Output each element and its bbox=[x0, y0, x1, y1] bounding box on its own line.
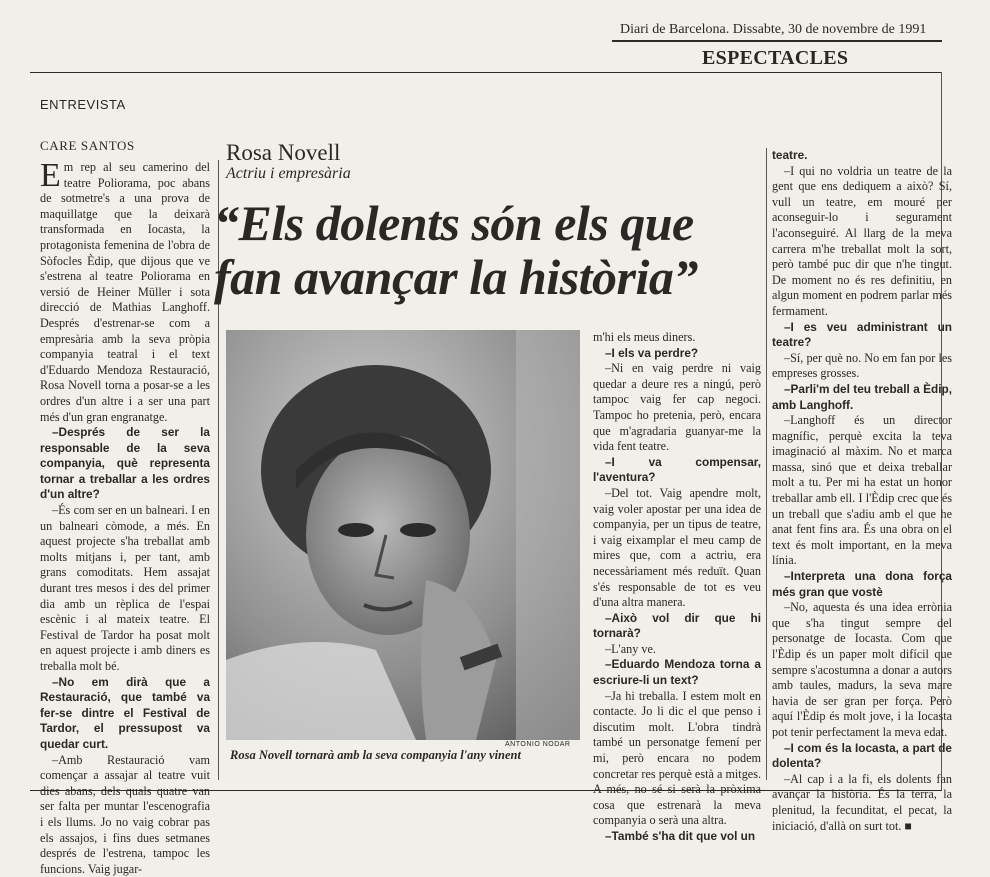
column-rule-3 bbox=[766, 148, 767, 780]
question: –També s'ha dit que vol un bbox=[605, 829, 756, 843]
answer: –I qui no voldria un teatre de la gent que ens dediquem a això? Sí, vull un teatre, em mouré per aconseguir-lo i segurament l'aconseguiré. Al llarg de la meva carrera m'he treballat molt la sort, però també puc dir que n'he tingut. De moment no és res definitiu, en algun moment en podrem parlar més fermament. bbox=[772, 163, 952, 318]
answer-continued: m'hi els meus diners. bbox=[593, 330, 696, 344]
portrait-photo bbox=[226, 330, 580, 740]
portrait-image bbox=[226, 330, 580, 740]
article-column-3 bbox=[593, 330, 761, 845]
answer: –Del tot. Vaig apendre molt, vaig voler apostar per una idea de companyia, per un tipus de teatre, i vaig eixamplar el meu camp de mires que, com a actriu, era necessàriament més reduït. Quan s'és responsable de tot es veu d'una altra manera. bbox=[593, 485, 761, 610]
question: –Eduardo Mendoza torna a escriure-li un text? bbox=[593, 657, 761, 688]
answer: –Sí, per què no. No em fan por les empreses grosses. bbox=[772, 350, 952, 381]
masthead-rule bbox=[612, 40, 942, 42]
section-title: ESPECTACLES bbox=[702, 47, 849, 69]
question: –No em dirà que a Restauració, que també va fer-se dintre el Festival de Tardor, el pressupost va quedar curt. bbox=[40, 674, 210, 751]
question: –I els va perdre? bbox=[605, 345, 699, 360]
photo-credit: ANTONIO NODAR bbox=[505, 741, 571, 748]
byline: CARE SANTOS bbox=[40, 138, 135, 153]
article-column-4 bbox=[772, 148, 952, 834]
photo-caption: Rosa Novell tornarà amb la seva companyia l'any vinent bbox=[230, 748, 521, 762]
answer: –És com ser en un balneari. I en un balneari còmode, a més. En aquest projecte s'ha treballat amb molts mitjans i, per tant, amb grans comoditats. Hem assajat durant tres mesos i des del primer dia amb un rèplica de l'espai escènic i al mateix teatre. El Festival de Tardor ha posat molt en aquest projecte i amb diners es treballa molt bé. bbox=[40, 503, 210, 673]
question: –I va compensar, l'aventura? bbox=[593, 454, 761, 485]
article-column-1 bbox=[40, 157, 210, 877]
intro-paragraph: m rep al seu camerino del teatre Poliorama, poc abans de sotmetre's a una prova de maquillatge que la deixarà transformada en Iocasta, la protagonista femenina de l'obra de Sòfocles Èdip, que dijous que ve s'estrena al teatre Poliorama en versió de Heiner Müller i sota direcció de Mathias Langhoff. Després d'estrenar-se com a empresària amb la seva pròpia companyia teatral i el text d'Eduardo Mendoza Restauració, Rosa Novell torna a posar-se a les ordres d'un altre i a ser una part més d'un gran engranatge. bbox=[40, 160, 210, 424]
section-rule bbox=[30, 72, 942, 73]
answer: –No, aquesta és una idea errònia que s'ha tingut sempre del personatge de Iocasta. Com que l'Èdip és un paper molt difícil que sempre s'acostumna a donar a autors amb taules, madurs, la seva mare havia de ser gran per força. Però aquí l'Èdip és molt jove, i la Iocasta pot tenir perfectament la meva edat. bbox=[772, 600, 952, 739]
answer: –Amb Restauració vam començar a assajar al teatre vuit dies abans, dels quals quatre van ser falta per muntar l'escenografia i els llums. Jo no vaig cobrar pas els assajos, i fins dues setmanes després de l'estrena, tampoc les funcions. Vaig jugar- bbox=[40, 752, 210, 876]
answer: –Al cap i a la fi, els dolents fan avançar la història. És la terra, la plenitud, la fecunditat, el pecat, la iniciació, d'allà on surt tot. ■ bbox=[772, 771, 952, 833]
question: –I es veu administrant un teatre? bbox=[772, 319, 952, 350]
answer: –Langhoff és un director magnífic, perquè excita la teva imaginació al màxim. No et marca massa, sinó que et deixa treballar molt a tu. Per mi ha estat un honor treballar amb ell. I l'Èdip crec que és un treball que s'adiu amb el que he anat fent fins ara. És una obra on el text és molt important, en la meva línia. bbox=[772, 413, 952, 568]
question: –Interpreta una dona força més gran que vostè bbox=[772, 569, 952, 599]
subject-name: Rosa Novell bbox=[226, 140, 341, 165]
question: –Després de ser la responsable de la seva companyia, què representa tornar a treballar a les ordres d'un altre? bbox=[40, 425, 210, 502]
question-continued: teatre. bbox=[772, 148, 808, 162]
question: –Això vol dir que hi tornarà? bbox=[593, 610, 761, 641]
question: –Parli'm del teu treball a Èdip, amb Langhoff. bbox=[772, 381, 952, 412]
answer: –Ja hi treballa. I estem molt en contacte. Jo li dic el que penso i discutim molt. L'obra tindrà també un personatge femení per mi, però encara no podem concretar res perquè està a mitges. A més, no sé si serà la pròxima cosa que estrenarà la meva companyia o serà una altra. bbox=[593, 688, 761, 828]
rubric-label: ENTREVISTA bbox=[40, 97, 126, 112]
masthead: Diari de Barcelona. Dissabte, 30 de novembre de 1991 bbox=[620, 22, 927, 37]
headline: “Els dolents són els que fan avançar la història” bbox=[214, 195, 698, 305]
subject-role: Actriu i empresària bbox=[226, 165, 351, 182]
drop-cap: E bbox=[40, 157, 61, 194]
question: –I com és la Iocasta, a part de dolenta? bbox=[772, 740, 952, 771]
answer: –Ni en vaig perdre ni vaig quedar a deure res a ningú, però tampoc vaig fer cap negoci. Tampoc ho pretenia, però, encara que m'agradaria guanyar-me la vida fent teatre. bbox=[593, 361, 761, 454]
answer: –L'any ve. bbox=[605, 641, 656, 656]
